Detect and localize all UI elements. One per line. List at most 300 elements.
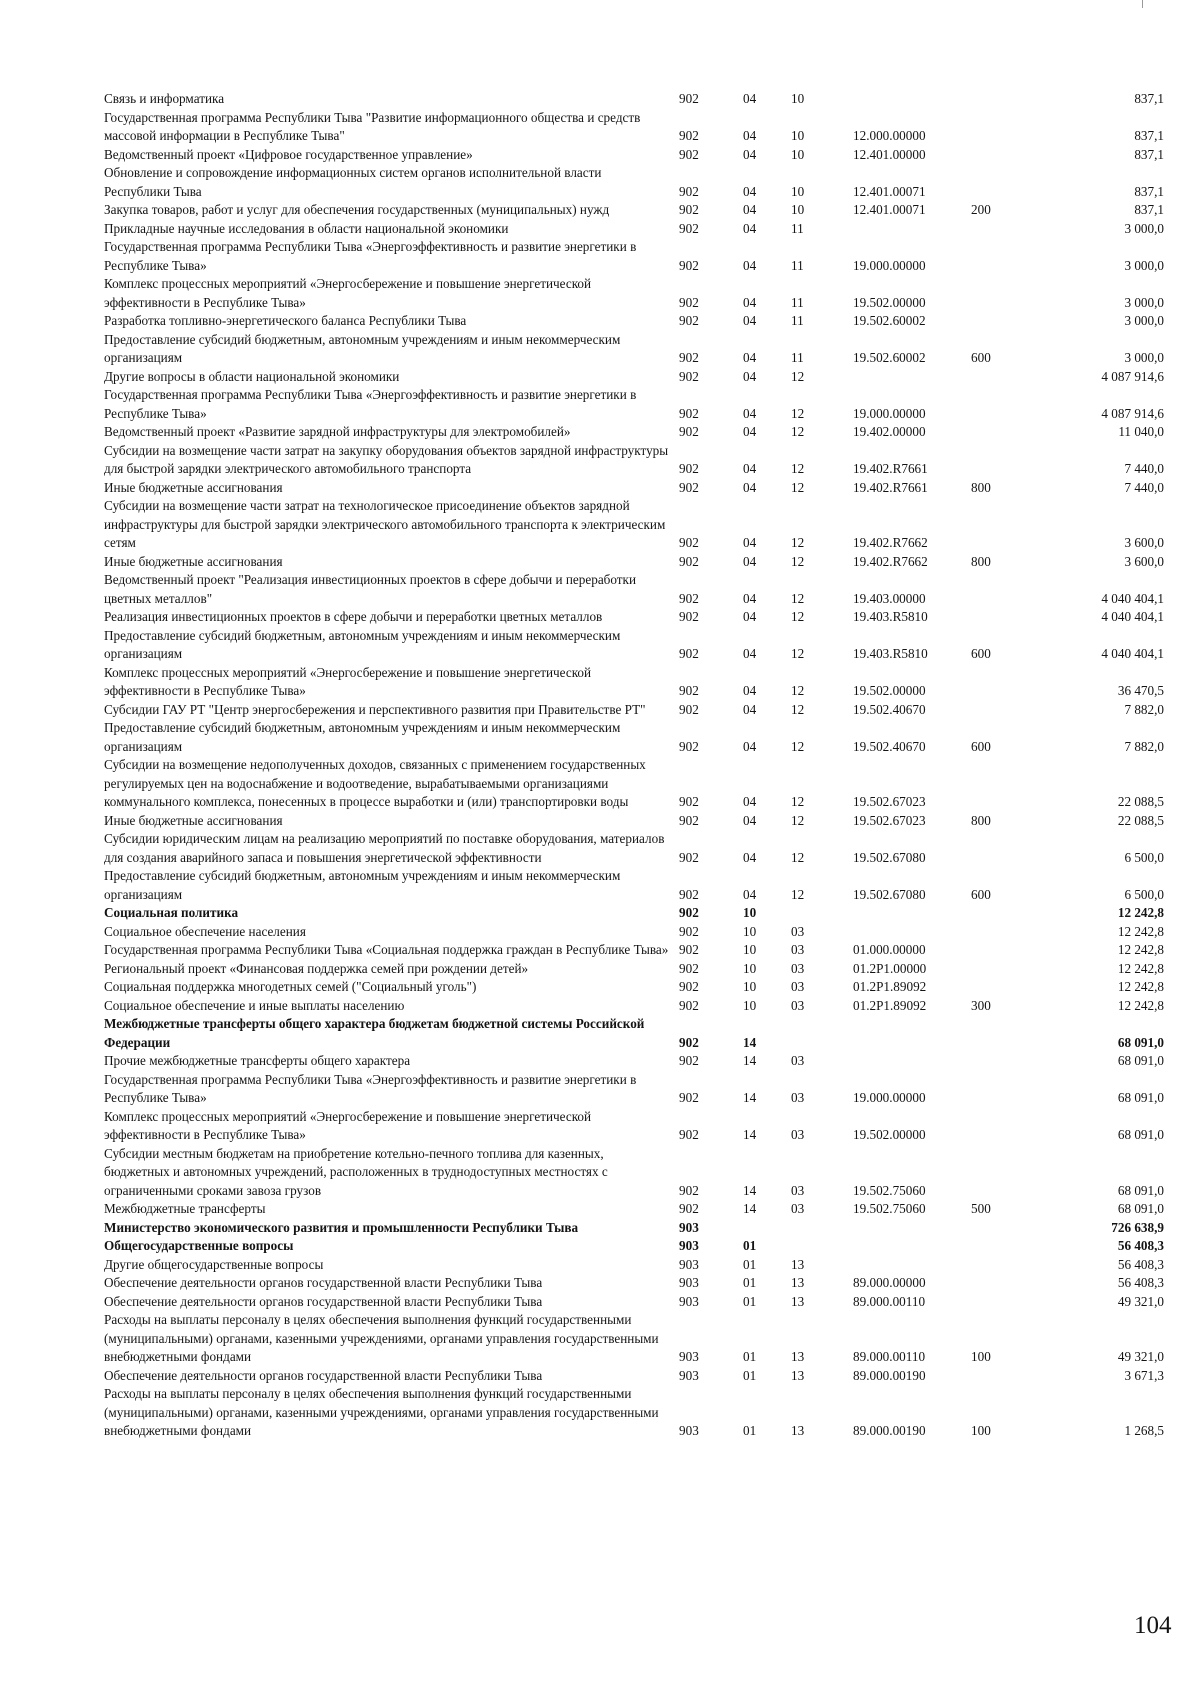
row-sum: 68 091,0 [1117,1034,1164,1050]
table-row [104,1071,1164,1108]
row-rz-code: 10 [743,979,757,994]
table-row [104,1367,1164,1386]
row-pr-code: 12 [791,812,805,828]
row-gr-code: 902 [679,479,699,495]
row-sum: 3 600,0 [1124,535,1164,550]
row-gr-code: 902 [679,794,699,809]
row-rz-code: 14 [743,1090,757,1105]
row-sum: 837,1 [1134,91,1164,106]
row-name: Обеспечение деятельности органов государственной власти Республики Тыва [104,1367,543,1383]
row-sum: 36 470,5 [1117,683,1164,698]
row-rz-code: 14 [743,1182,757,1198]
row-sum: 3 000,0 [1124,350,1164,365]
row-sum: 22 088,5 [1117,812,1164,828]
row-rz-code: 04 [743,683,757,698]
row-cs-code: 19.502.40670 [853,738,926,754]
table-row [104,664,1164,701]
row-cs-code: 19.403.R5810 [853,646,928,661]
row-rz-code: 14 [743,1201,757,1216]
row-name: Государственная программа Республики Тыва «Социальная поддержка граждан в Республике Тыва» [104,942,669,957]
row-gr-code: 902 [679,960,699,976]
row-sum: 12 242,8 [1117,979,1164,994]
row-gr-code: 902 [679,553,699,569]
row-rz-code: 01 [743,1275,757,1290]
table-row [104,90,1164,109]
row-rz-code: 04 [743,609,757,624]
row-rz-code: 01 [743,1423,757,1438]
row-cs-code: 19.502.75060 [853,1182,926,1198]
table-row [104,275,1164,312]
row-rz-code: 04 [743,849,757,865]
row-sum: 3 600,0 [1124,553,1164,569]
row-gr-code: 902 [679,220,699,236]
row-pr-code: 13 [791,1275,805,1290]
table-row [104,960,1164,979]
row-cs-code: 19.502.75060 [853,1201,926,1216]
row-gr-code: 902 [679,350,699,365]
row-pr-code: 12 [791,646,805,661]
table-row [104,146,1164,165]
table-row [104,1237,1164,1256]
row-cs-code: 19.502.67023 [853,794,926,809]
table-row [104,423,1164,442]
row-name: Предоставление субсидий бюджетным, автономным учреждениям и иным некоммерческим организациям [104,720,621,754]
row-rz-code: 04 [743,886,757,902]
row-name: Другие вопросы в области национальной экономики [104,368,400,384]
row-vr-code: 800 [971,812,991,828]
table-row [104,201,1164,220]
row-rz-code: 04 [743,368,757,384]
row-vr-code: 800 [971,553,991,569]
table-row [104,1108,1164,1145]
row-cs-code: 01.2Р1.00000 [853,960,927,976]
row-vr-code: 500 [971,1201,991,1216]
row-sum: 56 408,3 [1117,1238,1164,1253]
table-row [104,627,1164,664]
row-cs-code: 01.000.00000 [853,942,926,957]
row-cs-code: 19.502.67080 [853,886,926,902]
row-sum: 3 671,3 [1124,1367,1164,1383]
row-rz-code: 04 [743,146,757,162]
row-gr-code: 902 [679,590,699,606]
row-gr-code: 903 [679,1367,699,1383]
row-name: Субсидии местным бюджетам на приобретение котельно-печного топлива для казенных, бюджетных и автономных учреждений, расположенных в труднодоступных местностях с ограниченными сроками завоза грузов [104,1145,608,1198]
row-gr-code: 902 [679,146,699,162]
row-gr-code: 902 [679,1182,699,1198]
row-rz-code: 01 [743,1238,757,1253]
row-pr-code: 13 [791,1423,805,1438]
row-sum: 12 242,8 [1117,905,1164,920]
row-cs-code: 12.000.00000 [853,128,926,143]
table-row [104,719,1164,756]
row-rz-code: 01 [743,1367,757,1383]
row-sum: 726 638,9 [1111,1219,1164,1235]
row-cs-code: 12.401.00071 [853,183,926,199]
table-row [104,1256,1164,1275]
row-gr-code: 903 [679,1256,699,1272]
row-rz-code: 04 [743,128,757,143]
row-vr-code: 300 [971,997,991,1013]
row-name: Государственная программа Республики Тыва «Энергоэффективность и развитие энергетики в Республике Тыва» [104,239,637,273]
row-sum: 837,1 [1134,183,1164,199]
row-rz-code: 04 [743,183,757,199]
row-cs-code: 89.000.00110 [853,1293,926,1309]
row-cs-code: 19.502.67080 [853,849,926,865]
row-sum: 4 040 404,1 [1101,646,1164,661]
row-sum: 3 000,0 [1124,313,1164,328]
row-pr-code: 10 [791,183,805,199]
row-name: Общегосударственные вопросы [104,1238,294,1253]
table-row [104,1145,1164,1201]
row-pr-code: 12 [791,535,805,550]
row-pr-code: 12 [791,424,805,439]
table-row [104,1274,1164,1293]
row-name: Связь и информатика [104,91,225,106]
row-sum: 7 882,0 [1124,701,1164,717]
row-rz-code: 10 [743,960,757,976]
row-gr-code: 902 [679,405,699,421]
row-cs-code: 19.502.67023 [853,812,926,828]
row-name: Ведомственный проект «Развитие зарядной инфраструктуры для электромобилей» [104,424,571,439]
row-cs-code: 19.502.60002 [853,313,926,328]
row-pr-code: 11 [791,313,804,328]
row-name: Субсидии на возмещение части затрат на закупку оборудования объектов зарядной инфраструктуры для быстрой зарядки электрического автомобильного транспорта [104,442,669,476]
row-rz-code: 04 [743,294,757,310]
row-rz-code: 10 [743,997,757,1013]
row-cs-code: 12.401.00071 [853,202,926,217]
row-rz-code: 04 [743,461,757,476]
row-rz-code: 04 [743,424,757,439]
row-gr-code: 902 [679,1201,699,1216]
row-sum: 6 500,0 [1124,886,1164,902]
table-row [104,1293,1164,1312]
row-name: Ведомственный проект «Цифровое государственное управление» [104,146,473,162]
row-rz-code: 01 [743,1293,757,1309]
row-name: Расходы на выплаты персоналу в целях обеспечения выполнения функций государственными (муниципальными) органами, казенными учреждениями, органами управления государственными внебюджетными фондами [104,1386,659,1438]
budget-table [104,90,1164,1441]
row-name: Другие общегосударственные вопросы [104,1256,324,1272]
row-pr-code: 11 [791,350,804,365]
row-name: Прочие межбюджетные трансферты общего характера [104,1053,411,1068]
row-sum: 68 091,0 [1117,1201,1164,1216]
row-gr-code: 902 [679,923,699,939]
row-name: Разработка топливно-энергетического баланса Республики Тыва [104,313,467,328]
table-row [104,701,1164,720]
row-cs-code: 19.502.40670 [853,701,926,717]
table-row [104,941,1164,960]
row-sum: 12 242,8 [1117,997,1164,1013]
row-sum: 3 000,0 [1124,294,1164,310]
row-pr-code: 12 [791,405,805,421]
row-sum: 3 000,0 [1124,257,1164,273]
row-gr-code: 902 [679,812,699,828]
row-name: Субсидии ГАУ РТ "Центр энергосбережения и перспективного развития при Правительстве РТ" [104,701,646,717]
row-name: Предоставление субсидий бюджетным, автономным учреждениям и иным некоммерческим организациям [104,627,621,661]
row-name: Региональный проект «Финансовая поддержка семей при рождении детей» [104,960,529,976]
row-pr-code: 13 [791,1256,805,1272]
row-vr-code: 800 [971,479,991,495]
row-gr-code: 902 [679,294,699,310]
row-gr-code: 902 [679,368,699,384]
row-name: Обновление и сопровождение информационных систем органов исполнительной власти Республики Тыва [104,165,602,199]
row-cs-code: 01.2Р1.89092 [853,979,927,994]
row-name: Государственная программа Республики Тыва «Энергоэффективность и развитие энергетики в Республике Тыва» [104,1071,637,1105]
row-vr-code: 600 [971,646,991,661]
row-rz-code: 04 [743,313,757,328]
row-vr-code: 600 [971,350,991,365]
row-sum: 12 242,8 [1117,942,1164,957]
row-pr-code: 03 [791,1090,805,1105]
row-name: Обеспечение деятельности органов государственной власти Республики Тыва [104,1293,543,1309]
row-pr-code: 12 [791,368,805,384]
row-gr-code: 902 [679,646,699,661]
row-sum: 1 268,5 [1124,1423,1164,1438]
row-rz-code: 10 [743,942,757,957]
row-cs-code: 89.000.00190 [853,1423,926,1438]
row-gr-code: 902 [679,424,699,439]
row-rz-code: 04 [743,535,757,550]
row-rz-code: 04 [743,257,757,273]
row-name: Иные бюджетные ассигнования [104,479,283,495]
row-name: Субсидии на возмещение недополученных доходов, связанных с применением государственных регулируемых цен на водоснабжение и водоотведение, вырабатываемыми организациями коммунального комплекса, понесенных в процессе выработки и (или) транспортировки воды [104,757,646,809]
table-row [104,1200,1164,1219]
row-pr-code: 12 [791,479,805,495]
page-number: 104 [1134,1612,1172,1639]
row-gr-code: 902 [679,1090,699,1105]
row-name: Закупка товаров, работ и услуг для обеспечения государственных (муниципальных) нужд [104,202,610,217]
row-gr-code: 902 [679,979,699,994]
row-name: Субсидии юридическим лицам на реализацию мероприятий по поставке оборудования, материалов для создания аварийного запаса и повышения энергетической эффективности [104,831,665,865]
row-gr-code: 902 [679,257,699,273]
row-rz-code: 04 [743,738,757,754]
row-gr-code: 903 [679,1238,699,1253]
row-cs-code: 89.000.00000 [853,1275,926,1290]
row-pr-code: 12 [791,609,805,624]
row-pr-code: 03 [791,942,805,957]
row-sum: 68 091,0 [1117,1090,1164,1105]
table-row [104,1311,1164,1367]
row-name: Предоставление субсидий бюджетным, автономным учреждениям и иным некоммерческим организациям [104,868,621,902]
row-cs-code: 19.000.00000 [853,405,926,421]
row-gr-code: 902 [679,997,699,1013]
row-name: Государственная программа Республики Тыва «Энергоэффективность и развитие энергетики в Республике Тыва» [104,387,637,421]
row-pr-code: 12 [791,553,805,569]
row-gr-code: 902 [679,942,699,957]
row-pr-code: 13 [791,1293,805,1309]
row-rz-code: 04 [743,794,757,809]
row-name: Прикладные научные исследования в области национальной экономики [104,220,509,236]
table-row [104,1052,1164,1071]
table-row [104,608,1164,627]
row-cs-code: 19.502.00000 [853,1127,926,1142]
row-gr-code: 902 [679,701,699,717]
row-gr-code: 903 [679,1349,699,1364]
row-cs-code: 19.402.00000 [853,424,926,439]
row-gr-code: 902 [679,905,699,920]
row-gr-code: 902 [679,461,699,476]
row-rz-code: 01 [743,1256,757,1272]
table-row [104,756,1164,812]
table-row [104,812,1164,831]
row-cs-code: 12.401.00000 [853,146,926,162]
row-pr-code: 03 [791,979,805,994]
row-cs-code: 89.000.00190 [853,1367,926,1383]
row-sum: 68 091,0 [1117,1182,1164,1198]
row-rz-code: 04 [743,220,757,236]
table-row [104,978,1164,997]
row-pr-code: 03 [791,1053,805,1068]
row-cs-code: 19.502.60002 [853,350,926,365]
row-name: Ведомственный проект "Реализация инвестиционных проектов в сфере добычи и переработки цветных металлов" [104,572,637,606]
table-row [104,220,1164,239]
row-rz-code: 04 [743,405,757,421]
row-rz-code: 04 [743,812,757,828]
row-gr-code: 902 [679,683,699,698]
row-pr-code: 03 [791,1201,805,1216]
row-name: Расходы на выплаты персоналу в целях обеспечения выполнения функций государственными (муниципальными) органами, казенными учреждениями, органами управления государственными внебюджетными фондами [104,1312,659,1364]
row-pr-code: 11 [791,220,804,236]
row-sum: 49 321,0 [1117,1293,1164,1309]
row-cs-code: 01.2Р1.89092 [853,997,927,1013]
row-pr-code: 03 [791,997,805,1013]
table-row [104,386,1164,423]
row-pr-code: 12 [791,701,805,717]
row-name: Государственная программа Республики Тыва "Развитие информационного общества и средств массовой информации в Республике Тыва" [104,109,641,143]
row-name: Реализация инвестиционных проектов в сфере добычи и переработки цветных металлов [104,609,603,624]
row-name: Социальная поддержка многодетных семей ("Социальный уголь") [104,979,477,994]
row-name: Иные бюджетные ассигнования [104,553,283,569]
row-gr-code: 902 [679,128,699,143]
table-row [104,571,1164,608]
row-rz-code: 04 [743,590,757,606]
row-sum: 12 242,8 [1117,923,1164,939]
row-pr-code: 03 [791,923,805,939]
row-sum: 4 087 914,6 [1101,405,1164,421]
row-rz-code: 04 [743,701,757,717]
row-rz-code: 04 [743,202,757,217]
row-name: Субсидии на возмещение части затрат на технологическое присоединение объектов зарядной инфраструктуры для быстрой зарядки электрического автомобильного транспорта к электрическим сетям [104,498,666,550]
row-gr-code: 902 [679,849,699,865]
row-gr-code: 902 [679,535,699,550]
row-sum: 7 882,0 [1124,738,1164,754]
row-gr-code: 902 [679,738,699,754]
row-sum: 68 091,0 [1117,1053,1164,1068]
row-rz-code: 14 [743,1034,757,1050]
row-name: Межбюджетные трансферты [104,1201,266,1216]
row-pr-code: 13 [791,1349,805,1364]
row-sum: 12 242,8 [1117,960,1164,976]
row-pr-code: 12 [791,461,805,476]
table-row [104,331,1164,368]
table-row [104,164,1164,201]
row-gr-code: 903 [679,1275,699,1290]
row-rz-code: 10 [743,923,757,939]
table-row [104,368,1164,387]
row-sum: 6 500,0 [1124,849,1164,865]
row-cs-code: 19.502.00000 [853,294,926,310]
row-gr-code: 902 [679,91,699,106]
row-pr-code: 12 [791,794,805,809]
table-row [104,997,1164,1016]
row-name: Социальное обеспечение и иные выплаты населению [104,997,405,1013]
table-row [104,830,1164,867]
table-row [104,109,1164,146]
row-name: Обеспечение деятельности органов государственной власти Республики Тыва [104,1275,543,1290]
row-sum: 837,1 [1134,202,1164,217]
row-rz-code: 01 [743,1349,757,1364]
table-row [104,442,1164,479]
table-row [104,553,1164,572]
row-rz-code: 04 [743,646,757,661]
table-row [104,497,1164,553]
row-sum: 3 000,0 [1124,220,1164,236]
row-name: Комплекс процессных мероприятий «Энергосбережение и повышение энергетической эффективности в Республике Тыва» [104,276,592,310]
row-rz-code: 14 [743,1127,757,1142]
table-row [104,238,1164,275]
row-cs-code: 19.402.R7662 [853,553,928,569]
row-pr-code: 03 [791,960,805,976]
table-row [104,904,1164,923]
row-vr-code: 100 [971,1349,991,1364]
row-sum: 56 408,3 [1117,1256,1164,1272]
row-gr-code: 903 [679,1219,699,1235]
row-sum: 837,1 [1134,128,1164,143]
row-rz-code: 04 [743,479,757,495]
row-rz-code: 04 [743,553,757,569]
row-gr-code: 902 [679,609,699,624]
row-gr-code: 902 [679,886,699,902]
row-pr-code: 03 [791,1182,805,1198]
row-name: Предоставление субсидий бюджетным, автономным учреждениям и иным некоммерческим организациям [104,331,621,365]
row-vr-code: 100 [971,1423,991,1438]
row-sum: 56 408,3 [1117,1275,1164,1290]
row-gr-code: 902 [679,1034,699,1050]
row-pr-code: 12 [791,849,805,865]
row-rz-code: 04 [743,350,757,365]
row-gr-code: 902 [679,202,699,217]
row-sum: 68 091,0 [1117,1127,1164,1142]
row-vr-code: 600 [971,886,991,902]
row-gr-code: 902 [679,183,699,199]
row-cs-code: 19.402.R7662 [853,535,928,550]
table-row [104,479,1164,498]
row-sum: 49 321,0 [1117,1349,1164,1364]
row-pr-code: 12 [791,738,805,754]
row-sum: 7 440,0 [1124,479,1164,495]
table-row [104,312,1164,331]
row-vr-code: 600 [971,738,991,754]
row-pr-code: 12 [791,886,805,902]
row-gr-code: 902 [679,1053,699,1068]
row-pr-code: 10 [791,91,805,106]
table-row [104,923,1164,942]
row-rz-code: 10 [743,905,757,920]
row-name: Социальное обеспечение населения [104,923,306,939]
row-sum: 22 088,5 [1117,794,1164,809]
row-name: Межбюджетные трансферты общего характера бюджетам бюджетной системы Российской Федерации [104,1016,645,1050]
row-pr-code: 10 [791,146,805,162]
row-gr-code: 902 [679,313,699,328]
row-pr-code: 12 [791,590,805,606]
row-vr-code: 200 [971,202,991,217]
row-sum: 11 040,0 [1118,424,1164,439]
row-pr-code: 11 [791,257,804,273]
row-sum: 7 440,0 [1124,461,1164,476]
row-gr-code: 903 [679,1293,699,1309]
table-row [104,1219,1164,1238]
row-sum: 4 040 404,1 [1101,590,1164,606]
table-row [104,867,1164,904]
